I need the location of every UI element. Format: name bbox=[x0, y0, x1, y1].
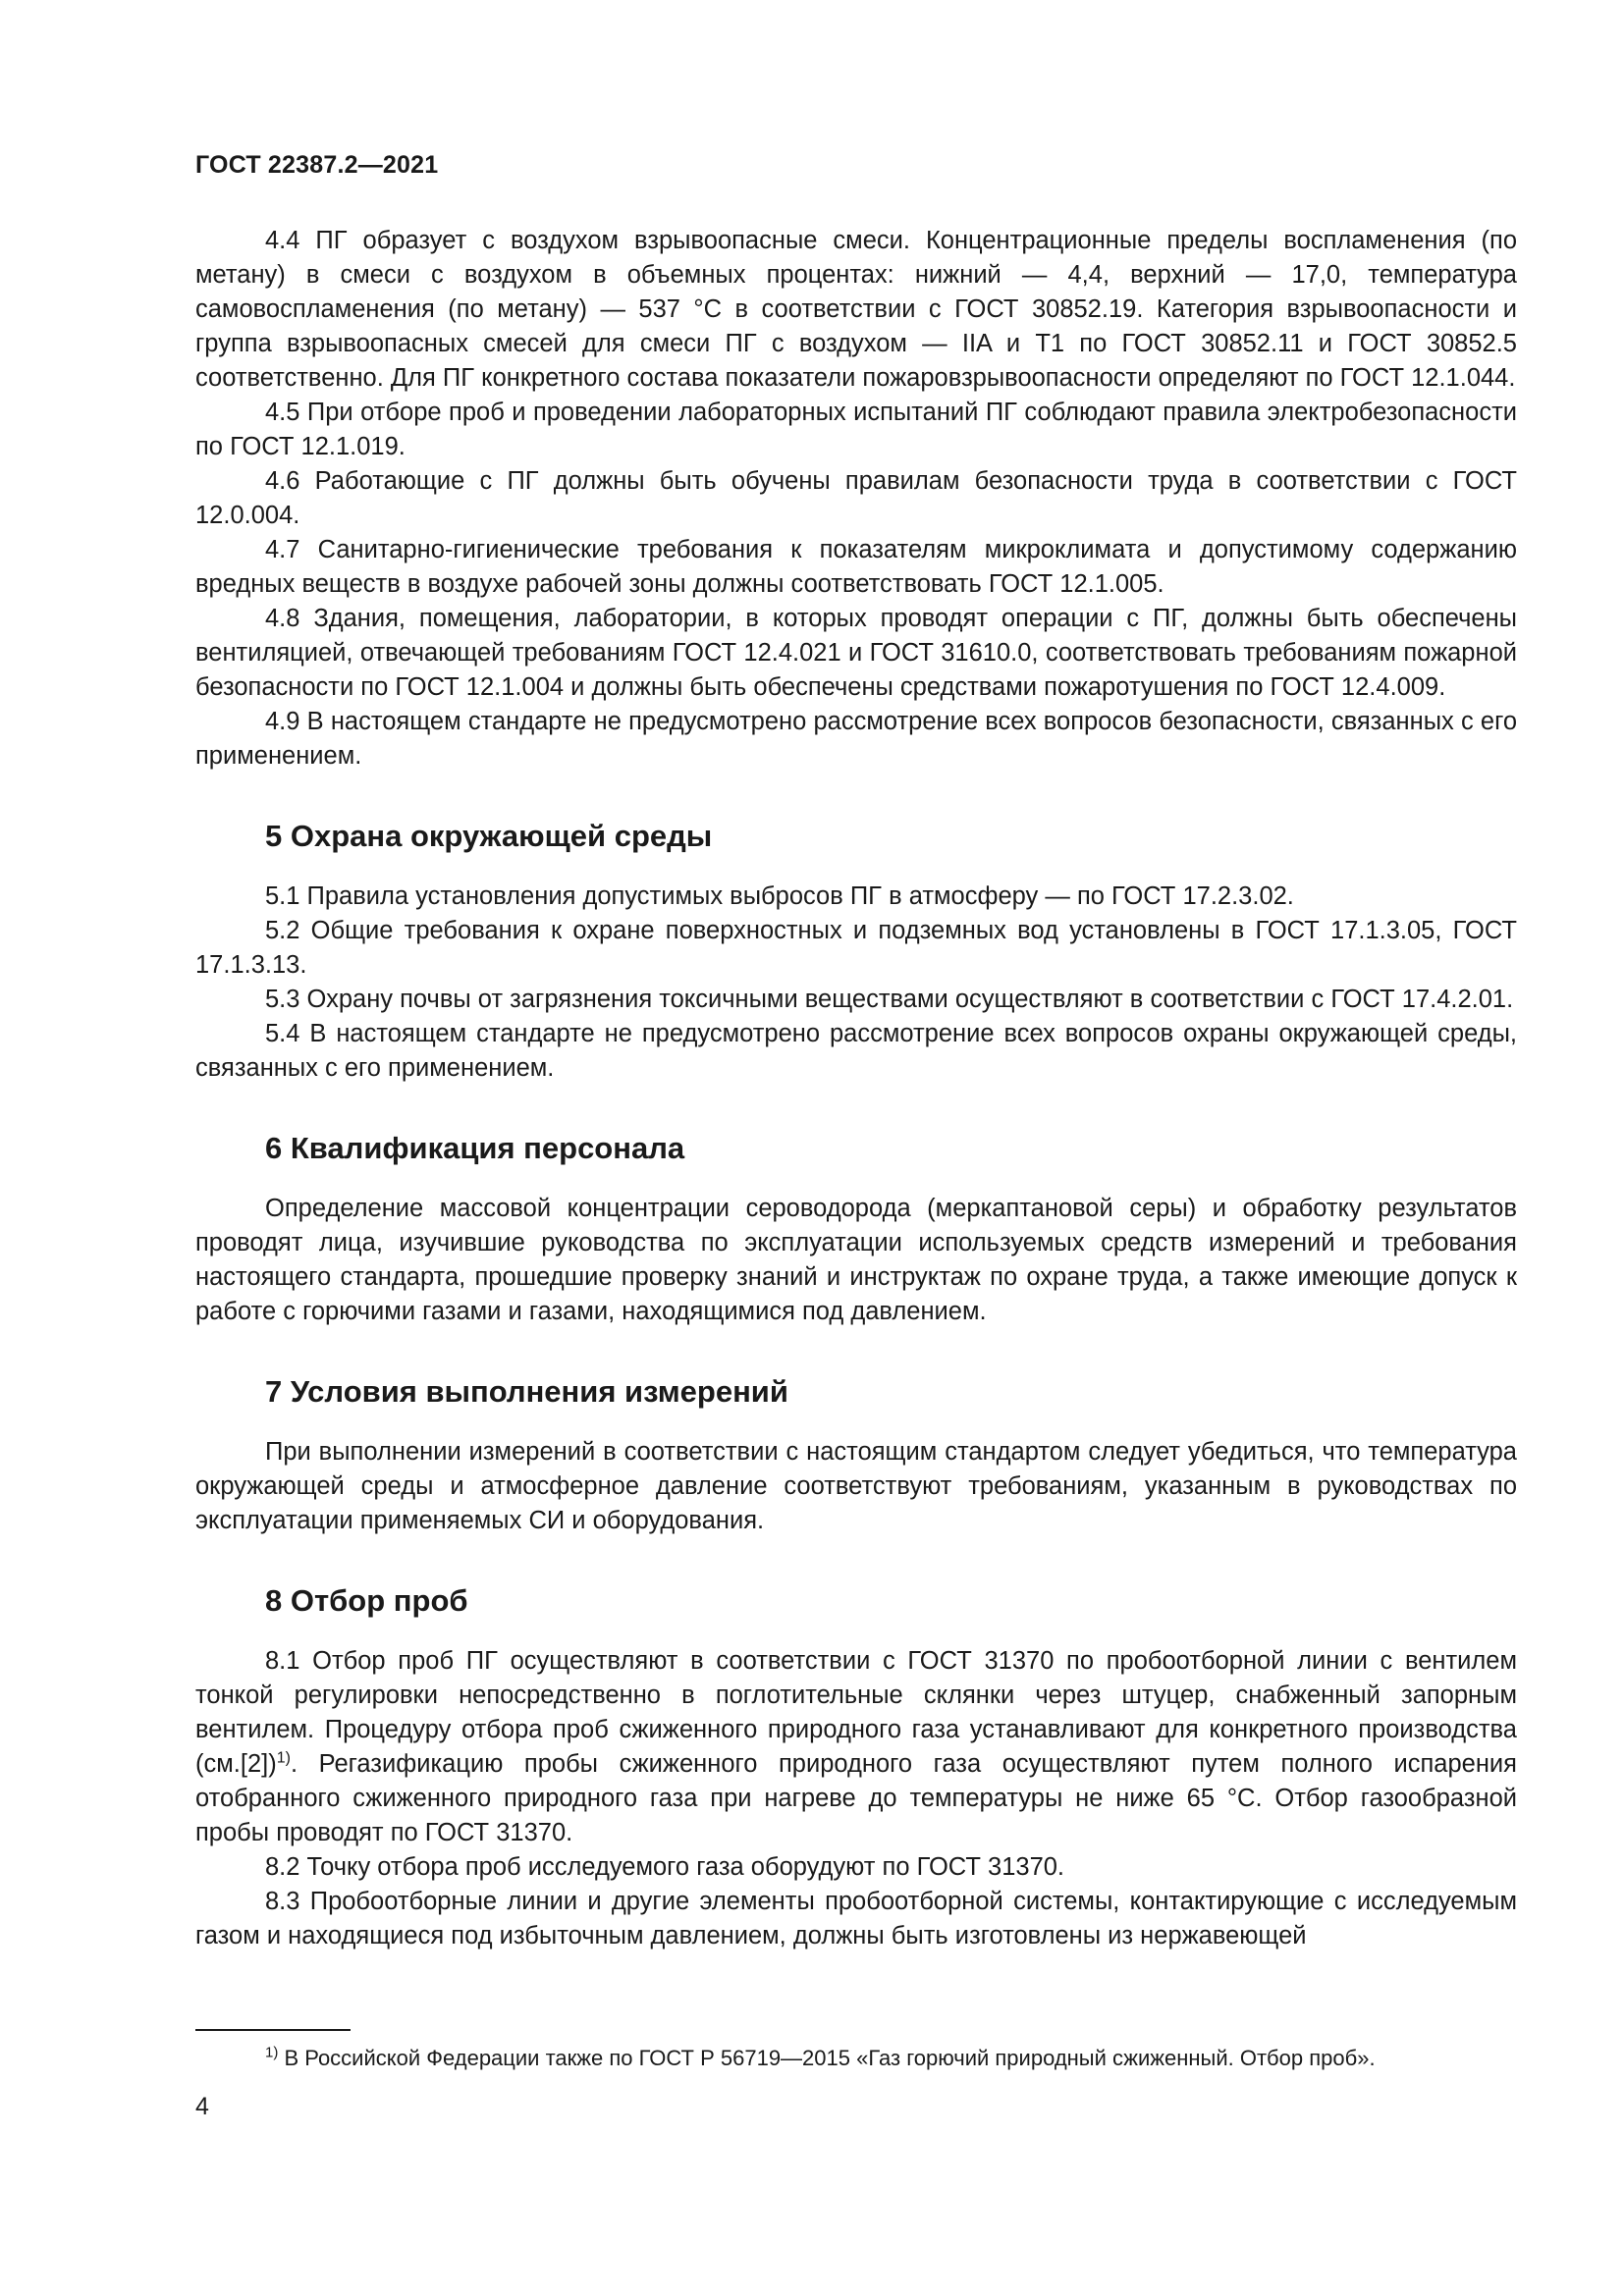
paragraph-8-3: 8.3 Пробоотборные линии и другие элементы пробоотборной системы, контактирующие с исследуемым газом и находящиеся под избыточным давлением, должны быть изготовлены из нержавеющей bbox=[195, 1888, 1517, 1949]
paragraph-5-1: 5.1 Правила установления допустимых выбросов ПГ в атмосферу — по ГОСТ 17.2.3.02. bbox=[265, 882, 1294, 910]
section-heading-7: 7 Условия выполнения измерений bbox=[265, 1374, 788, 1409]
paragraph-5-2: 5.2 Общие требования к охране поверхностных и подземных вод установлены в ГОСТ 17.1.3.05, ГОСТ 17.1.3.13. bbox=[195, 917, 1517, 979]
section-heading-6: 6 Квалификация персонала bbox=[265, 1131, 685, 1165]
footnote-marker: 1) bbox=[265, 2044, 279, 2061]
paragraph-6: Определение массовой концентрации сероводорода (меркаптановой серы) и обработку результатов проводят лица, изучившие руководства по эксплуатации используемых средств измерений и требования настоящего стандарта, прошедшие проверку знаний и инструктаж по охране труда, а также имеющие допуск к работе с горючими газами и газами, находящимися под давлением. bbox=[195, 1195, 1517, 1325]
paragraph-4-8: 4.8 Здания, помещения, лаборатории, в которых проводят операции с ПГ, должны быть обеспечены вентиляцией, отвечающей требованиям ГОСТ 12.4.021 и ГОСТ 31610.0, соответствовать требованиям пожарной безопасности по ГОСТ 12.1.004 и должны быть обеспечены средствами пожаротушения по ГОСТ 12.4.009. bbox=[195, 605, 1517, 701]
paragraph-4-7: 4.7 Санитарно-гигиенические требования к показателям микроклимата и допустимому содержанию вредных веществ в воздухе рабочей зоны должны соответствовать ГОСТ 12.1.005. bbox=[195, 536, 1517, 598]
paragraph-8-2: 8.2 Точку отбора проб исследуемого газа оборудуют по ГОСТ 31370. bbox=[265, 1853, 1065, 1881]
footnote-text: В Российской Федерации также по ГОСТ Р 56719—2015 «Газ горючий природный сжиженный. Отбор проб». bbox=[278, 2046, 1376, 2070]
paragraph-4-5: 4.5 При отборе проб и проведении лабораторных испытаний ПГ соблюдают правила электробезопасности по ГОСТ 12.1.019. bbox=[195, 399, 1517, 460]
paragraph-8-1-text-a: 8.1 Отбор проб ПГ осуществляют в соответствии с ГОСТ 31370 по пробоотборной линии с вентилем тонкой регулировки непосредственно в поглотительные склянки через штуцер, снабженный запорным вентилем. Процедуру отбора проб сжиженного природного газа устанавливают для конкретного производства (см.[2]) bbox=[195, 1647, 1517, 1778]
footnote bbox=[195, 2044, 1517, 2073]
footnote-reference: 1) bbox=[276, 1749, 291, 1767]
paragraph-8-1-text-b: . Регазификацию пробы сжиженного природного газа осуществляют путем полного испарения отобранного сжиженного природного газа при нагреве до температуры не ниже 65 °С. Отбор газообразной пробы проводят по ГОСТ 31370. bbox=[195, 1750, 1517, 1846]
footnote-separator bbox=[195, 2029, 351, 2031]
document-header: ГОСТ 22387.2—2021 bbox=[195, 151, 439, 179]
paragraph-8-1 bbox=[195, 1644, 1517, 1850]
paragraph-4-4: 4.4 ПГ образует с воздухом взрывоопасные смеси. Концентрационные пределы воспламенения (по метану) в смеси с воздухом в объемных процентах: нижний — 4,4, верхний — 17,0, температура самовоспламенения (по метану) — 537 °С в соответствии с ГОСТ 30852.19. Категория взрывоопасности и группа взрывоопасных смесей для смеси ПГ с воздухом — IIA и Т1 по ГОСТ 30852.11 и ГОСТ 30852.5 соответственно. Для ПГ конкретного состава показатели пожаровзрывоопасности определяют по ГОСТ 12.1.044. bbox=[195, 227, 1517, 392]
paragraph-7: При выполнении измерений в соответствии с настоящим стандартом следует убедиться, что температура окружающей среды и атмосферное давление соответствуют требованиям, указанным в руководствах по эксплуатации применяемых СИ и оборудования. bbox=[195, 1438, 1517, 1534]
paragraph-4-9: 4.9 В настоящем стандарте не предусмотрено рассмотрение всех вопросов безопасности, связанных с его применением. bbox=[195, 708, 1517, 770]
page-number: 4 bbox=[195, 2093, 209, 2120]
document-body bbox=[195, 224, 1517, 1953]
section-heading-5: 5 Охрана окружающей среды bbox=[265, 819, 713, 853]
paragraph-4-6: 4.6 Работающие с ПГ должны быть обучены правилам безопасности труда в соответствии с ГОСТ 12.0.004. bbox=[195, 467, 1517, 529]
paragraph-5-4: 5.4 В настоящем стандарте не предусмотрено рассмотрение всех вопросов охраны окружающей среды, связанных с его применением. bbox=[195, 1020, 1517, 1082]
section-heading-8: 8 Отбор проб bbox=[265, 1583, 468, 1618]
paragraph-5-3: 5.3 Охрану почвы от загрязнения токсичными веществами осуществляют в соответствии с ГОСТ 17.4.2.01. bbox=[265, 986, 1514, 1013]
